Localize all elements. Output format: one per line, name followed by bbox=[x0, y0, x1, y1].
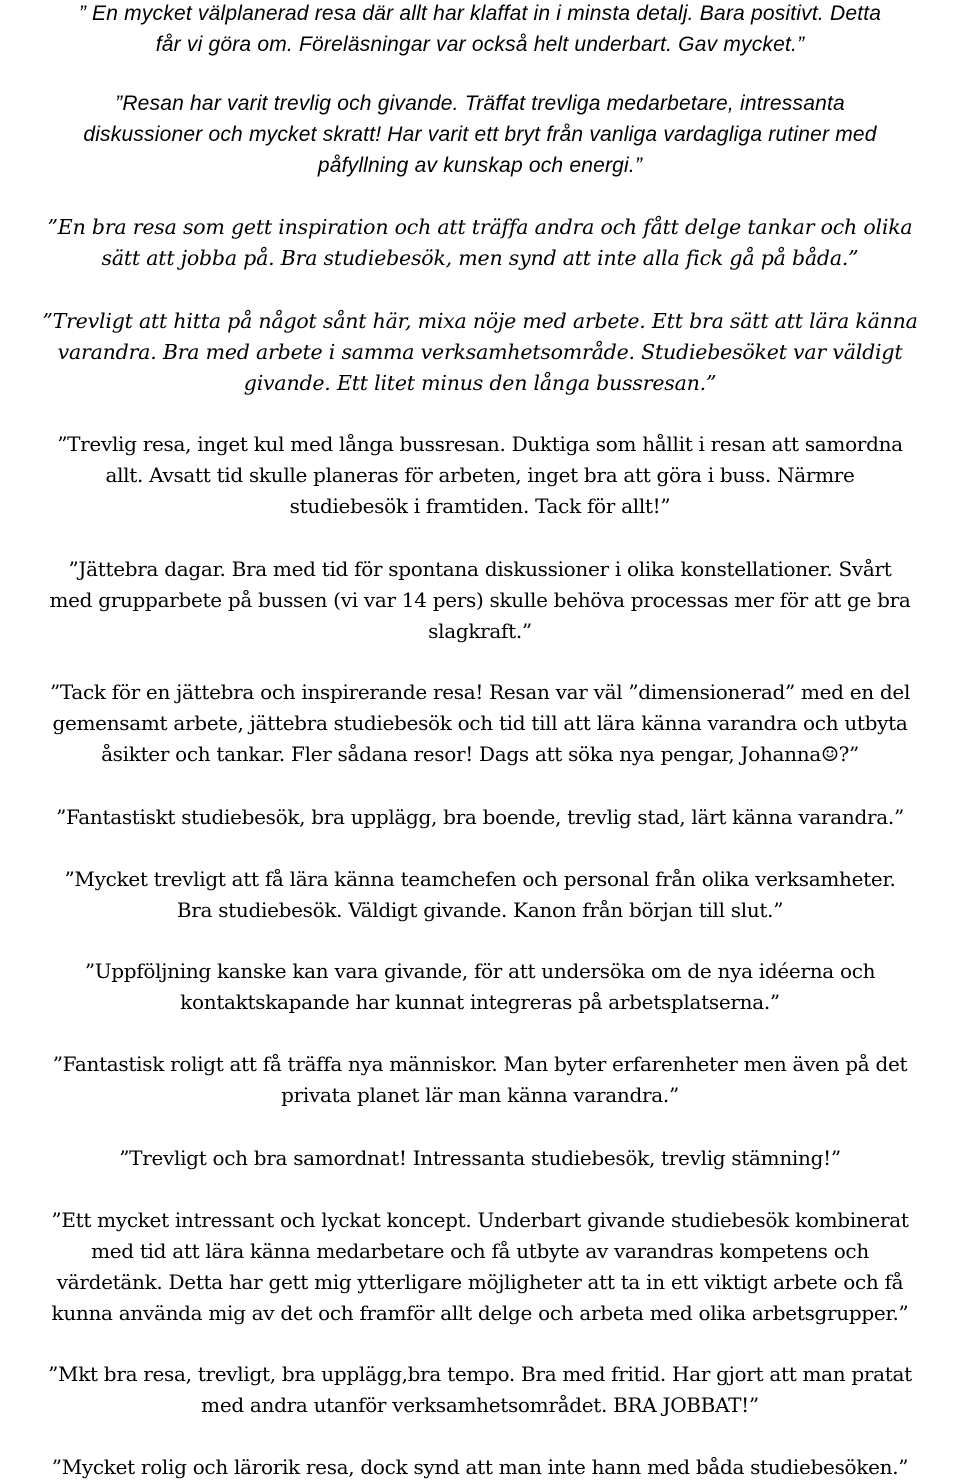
quote-line: ”Uppföljning kanske kan vara givande, för att undersöka om de nya idéerna och bbox=[84, 959, 876, 983]
quote-12 bbox=[4, 1143, 956, 1174]
quote-line: sätt att jobba på. Bra studiebesök, men synd att inte alla fick gå på båda.” bbox=[101, 246, 859, 270]
quote-line: påfyllning av kunskap och energi.” bbox=[317, 154, 643, 177]
quote-line: med tid att lära känna medarbetare och få utbyte av varandras kompetens och bbox=[91, 1239, 869, 1263]
quote-11 bbox=[4, 1049, 956, 1111]
quote-line: ”Trevligt att hitta på något sånt här, mixa nöje med arbete. Ett bra sätt att lära känna bbox=[42, 309, 918, 333]
quote-4 bbox=[4, 306, 956, 399]
quote-line: ”Mycket rolig och lärorik resa, dock synd att man inte hann med båda studiebesöken.” bbox=[51, 1455, 909, 1479]
quote-line: ”Trevligt och bra samordnat! Intressanta studiebesök, trevlig stämning!” bbox=[119, 1146, 841, 1170]
quote-2 bbox=[4, 88, 956, 181]
quote-line: ”Fantastiskt studiebesök, bra upplägg, bra boende, trevlig stad, lärt känna varandra.” bbox=[56, 805, 904, 829]
quote-line: värdetänk. Detta har gett mig ytterligare möjligheter att ta in ett viktigt arbete och få bbox=[56, 1270, 904, 1294]
quote-line: får vi göra om. Föreläsningar var också helt underbart. Gav mycket.” bbox=[155, 33, 805, 56]
quote-3 bbox=[4, 212, 956, 274]
quote-line: diskussioner och mycket skratt! Har varit ett bryt från vanliga vardagliga rutiner med bbox=[83, 123, 877, 146]
quote-line: ”En bra resa som gett inspiration och att träffa andra och fått delge tankar och olika bbox=[47, 215, 913, 239]
quote-line: ”Fantastisk roligt att få träffa nya människor. Man byter erfarenheter men även på det bbox=[52, 1052, 908, 1076]
quote-line: ”Trevlig resa, inget kul med långa bussresan. Duktiga som hållit i resan att samordna bbox=[57, 432, 903, 456]
quote-line: ”Resan har varit trevlig och givande. Träffat trevliga medarbetare, intressanta bbox=[115, 92, 845, 115]
quote-line: studiebesök i framtiden. Tack för allt!” bbox=[289, 494, 671, 518]
quote-line: givande. Ett litet minus den långa bussresan.” bbox=[243, 371, 717, 395]
quote-8 bbox=[4, 802, 956, 833]
quote-line: ”Jättebra dagar. Bra med tid för spontana diskussioner i olika konstellationer. Svårt bbox=[68, 557, 892, 581]
quote-1 bbox=[4, 0, 956, 60]
quote-9 bbox=[4, 864, 956, 926]
quote-line: kontaktskapande har kunnat integreras på arbetsplatserna.” bbox=[180, 990, 780, 1014]
quote-6 bbox=[4, 554, 956, 647]
quote-line: Bra studiebesök. Väldigt givande. Kanon från början till slut.” bbox=[176, 898, 784, 922]
quote-13 bbox=[4, 1205, 956, 1329]
quote-line: allt. Avsatt tid skulle planeras för arbeten, inget bra att göra i buss. Närmre bbox=[105, 463, 855, 487]
quote-line: med andra utanför verksamhetsområdet. BRA JOBBAT!” bbox=[201, 1393, 759, 1417]
quote-line: gemensamt arbete, jättebra studiebesök och tid till att lära känna varandra och utbyta bbox=[52, 711, 908, 735]
quote-15 bbox=[4, 1452, 956, 1483]
quote-line: slagkraft.” bbox=[428, 619, 532, 643]
quote-7 bbox=[4, 677, 956, 770]
quote-line: åsikter och tankar. Fler sådana resor! Dags att söka nya pengar, Johanna☺?” bbox=[101, 742, 859, 766]
quote-line: ” En mycket välplanerad resa där allt har klaffat in i minsta detalj. Bara positivt. Detta bbox=[78, 2, 882, 25]
quote-10 bbox=[4, 956, 956, 1018]
quote-5 bbox=[4, 429, 956, 522]
quote-14 bbox=[4, 1359, 956, 1421]
quote-line: kunna använda mig av det och framför allt delge och arbeta med olika arbetsgrupper.” bbox=[51, 1301, 909, 1325]
quote-line: ”Ett mycket intressant och lyckat koncept. Underbart givande studiebesök kombinerat bbox=[51, 1208, 909, 1232]
quote-line: ”Mycket trevligt att få lära känna teamchefen och personal från olika verksamheter. bbox=[64, 867, 896, 891]
quote-line: med grupparbete på bussen (vi var 14 pers) skulle behöva processas mer för att ge bra bbox=[49, 588, 911, 612]
quote-line: varandra. Bra med arbete i samma verksamhetsområde. Studiebesöket var väldigt bbox=[57, 340, 903, 364]
quote-line: privata planet lär man känna varandra.” bbox=[281, 1083, 679, 1107]
quote-line: ”Tack för en jättebra och inspirerande resa! Resan var väl ”dimensionerad” med en del bbox=[49, 680, 911, 704]
quote-line: ”Mkt bra resa, trevligt, bra upplägg,bra tempo. Bra med fritid. Har gjort att man pratat bbox=[48, 1362, 912, 1386]
